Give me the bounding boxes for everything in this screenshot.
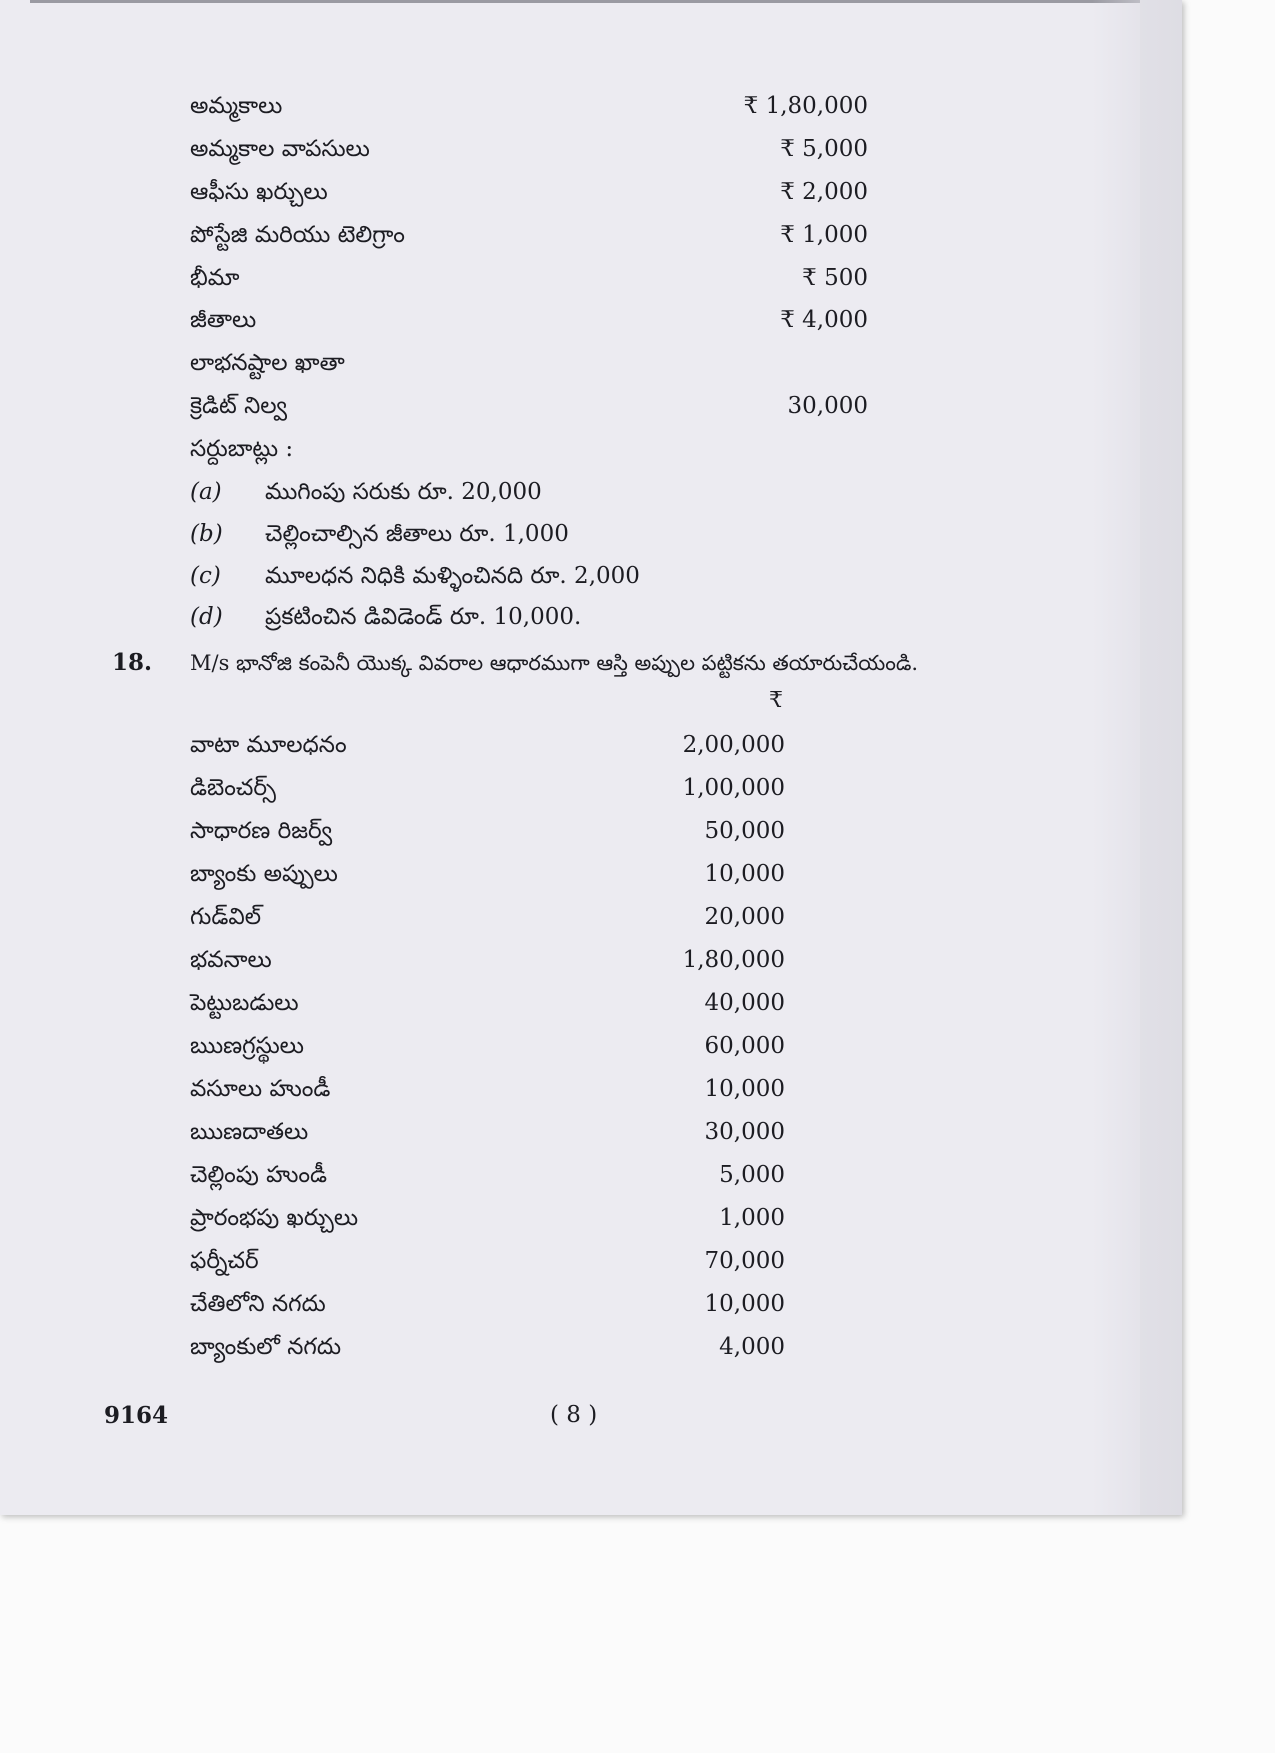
balance-label: చెల్లింపు హుండీ [190,1162,328,1188]
balance-row [0,942,1182,978]
balance-label: భవనాలు [190,947,272,973]
balance-label: సాధారణ రిజర్వ్ [190,818,333,844]
balance-row [0,1329,1182,1365]
balance-label: చేతిలోని నగదు [190,1291,326,1317]
ledger-amount: 30,000 [787,393,868,419]
balance-label: ఋణగ్రస్థులు [190,1033,304,1059]
ledger-row [0,388,1182,424]
currency-header: ₹ [769,688,783,713]
balance-amount: 4,000 [719,1334,785,1360]
adjustment-letter: (c) [190,563,221,589]
adjustment-text: మూలధన నిధికి మళ్ళించినది రూ. 2,000 [265,563,640,589]
ledger-row [0,174,1182,210]
balance-row [0,1028,1182,1064]
ledger-label: అమ్మకాల వాపసులు [190,136,370,162]
paper-code: 9164 [104,1402,169,1429]
ledger-label: పోస్టేజి మరియు టెలిగ్రాం [190,222,405,248]
ledger-label: జీతాలు [190,307,257,333]
ledger-label: లాభనష్టాల ఖాతా [190,350,345,376]
balance-label: గుడ్‌విల్ [190,904,262,930]
adjustment-text: ముగింపు సరుకు రూ. 20,000 [265,479,542,505]
balance-label: వసూలు హుండీ [190,1076,331,1102]
ledger-row [0,217,1182,253]
balance-row [0,899,1182,935]
balance-label: బ్యాంకులో నగదు [190,1334,342,1360]
adjustment-letter: (b) [190,521,223,547]
balance-amount: 70,000 [704,1248,785,1274]
balance-row [0,985,1182,1021]
adjustment-item [0,558,1182,594]
balance-row [0,1243,1182,1279]
balance-row [0,1200,1182,1236]
balance-amount: 10,000 [704,1076,785,1102]
balance-amount: 20,000 [704,904,785,930]
balance-label: ఋణదాతలు [190,1119,309,1145]
balance-label: పెట్టుబడులు [190,990,299,1016]
balance-row [0,856,1182,892]
top-rule [30,0,1150,3]
balance-amount: 10,000 [704,861,785,887]
balance-amount: 1,80,000 [682,947,785,973]
page-edge [1140,0,1182,1515]
ledger-label: క్రెడిట్ నిల్వ [190,393,288,419]
balance-label: వాటా మూలధనం [190,732,347,758]
ledger-row [0,88,1182,124]
ledger-label: భీమా [190,265,240,291]
ledger-row [0,260,1182,296]
page-number: ( 8 ) [550,1402,598,1428]
question-row [0,645,1182,681]
adjustment-text: ప్రకటించిన డివిడెండ్ రూ. 10,000. [265,604,582,630]
balance-label: డిబెంచర్స్ [190,775,276,801]
balance-row [0,1114,1182,1150]
balance-amount: 2,00,000 [682,732,785,758]
balance-amount: 5,000 [719,1162,785,1188]
ledger-amount: ₹ 1,000 [780,222,868,248]
ledger-row [0,345,1182,381]
balance-amount: 40,000 [704,990,785,1016]
question-number: 18. [112,649,153,676]
adjustment-item [0,474,1182,510]
balance-row [0,1071,1182,1107]
ledger-amount: ₹ 4,000 [780,307,868,333]
ledger-row [0,302,1182,338]
balance-row [0,813,1182,849]
adjustment-letter: (a) [190,479,222,505]
adjustment-text: చెల్లించాల్సిన జీతాలు రూ. 1,000 [265,521,569,547]
balance-amount: 1,00,000 [682,775,785,801]
balance-amount: 10,000 [704,1291,785,1317]
balance-amount: 1,000 [719,1205,785,1231]
ledger-amount: ₹ 1,80,000 [743,93,868,119]
ledger-amount: ₹ 500 [802,265,868,291]
adjustments-heading: సర్దుబాట్లు : [190,436,294,462]
balance-row [0,770,1182,806]
balance-label: బ్యాంకు అప్పులు [190,861,338,887]
balance-row [0,727,1182,763]
ledger-amount: ₹ 2,000 [780,179,868,205]
ledger-amount: ₹ 5,000 [780,136,868,162]
balance-amount: 60,000 [704,1033,785,1059]
ledger-label: ఆఫీసు ఖర్చులు [190,179,328,205]
balance-label: ఫర్నీచర్ [190,1248,259,1274]
adjustment-item [0,516,1182,552]
adjustment-item [0,599,1182,635]
adjustment-letter: (d) [190,604,223,630]
balance-amount: 50,000 [704,818,785,844]
question-text: M/s భానోజి కంపెనీ యొక్క వివరాల ఆధారముగా ఆస్తి అప్పుల పట్టికను తయారుచేయండి. [190,651,919,675]
balance-label: ప్రారంభపు ఖర్చులు [190,1205,359,1231]
balance-row [0,1157,1182,1193]
balance-row [0,1286,1182,1322]
ledger-label: అమ్మకాలు [190,93,283,119]
ledger-row [0,131,1182,167]
adjustments-heading-row [0,431,1182,467]
balance-amount: 30,000 [704,1119,785,1145]
